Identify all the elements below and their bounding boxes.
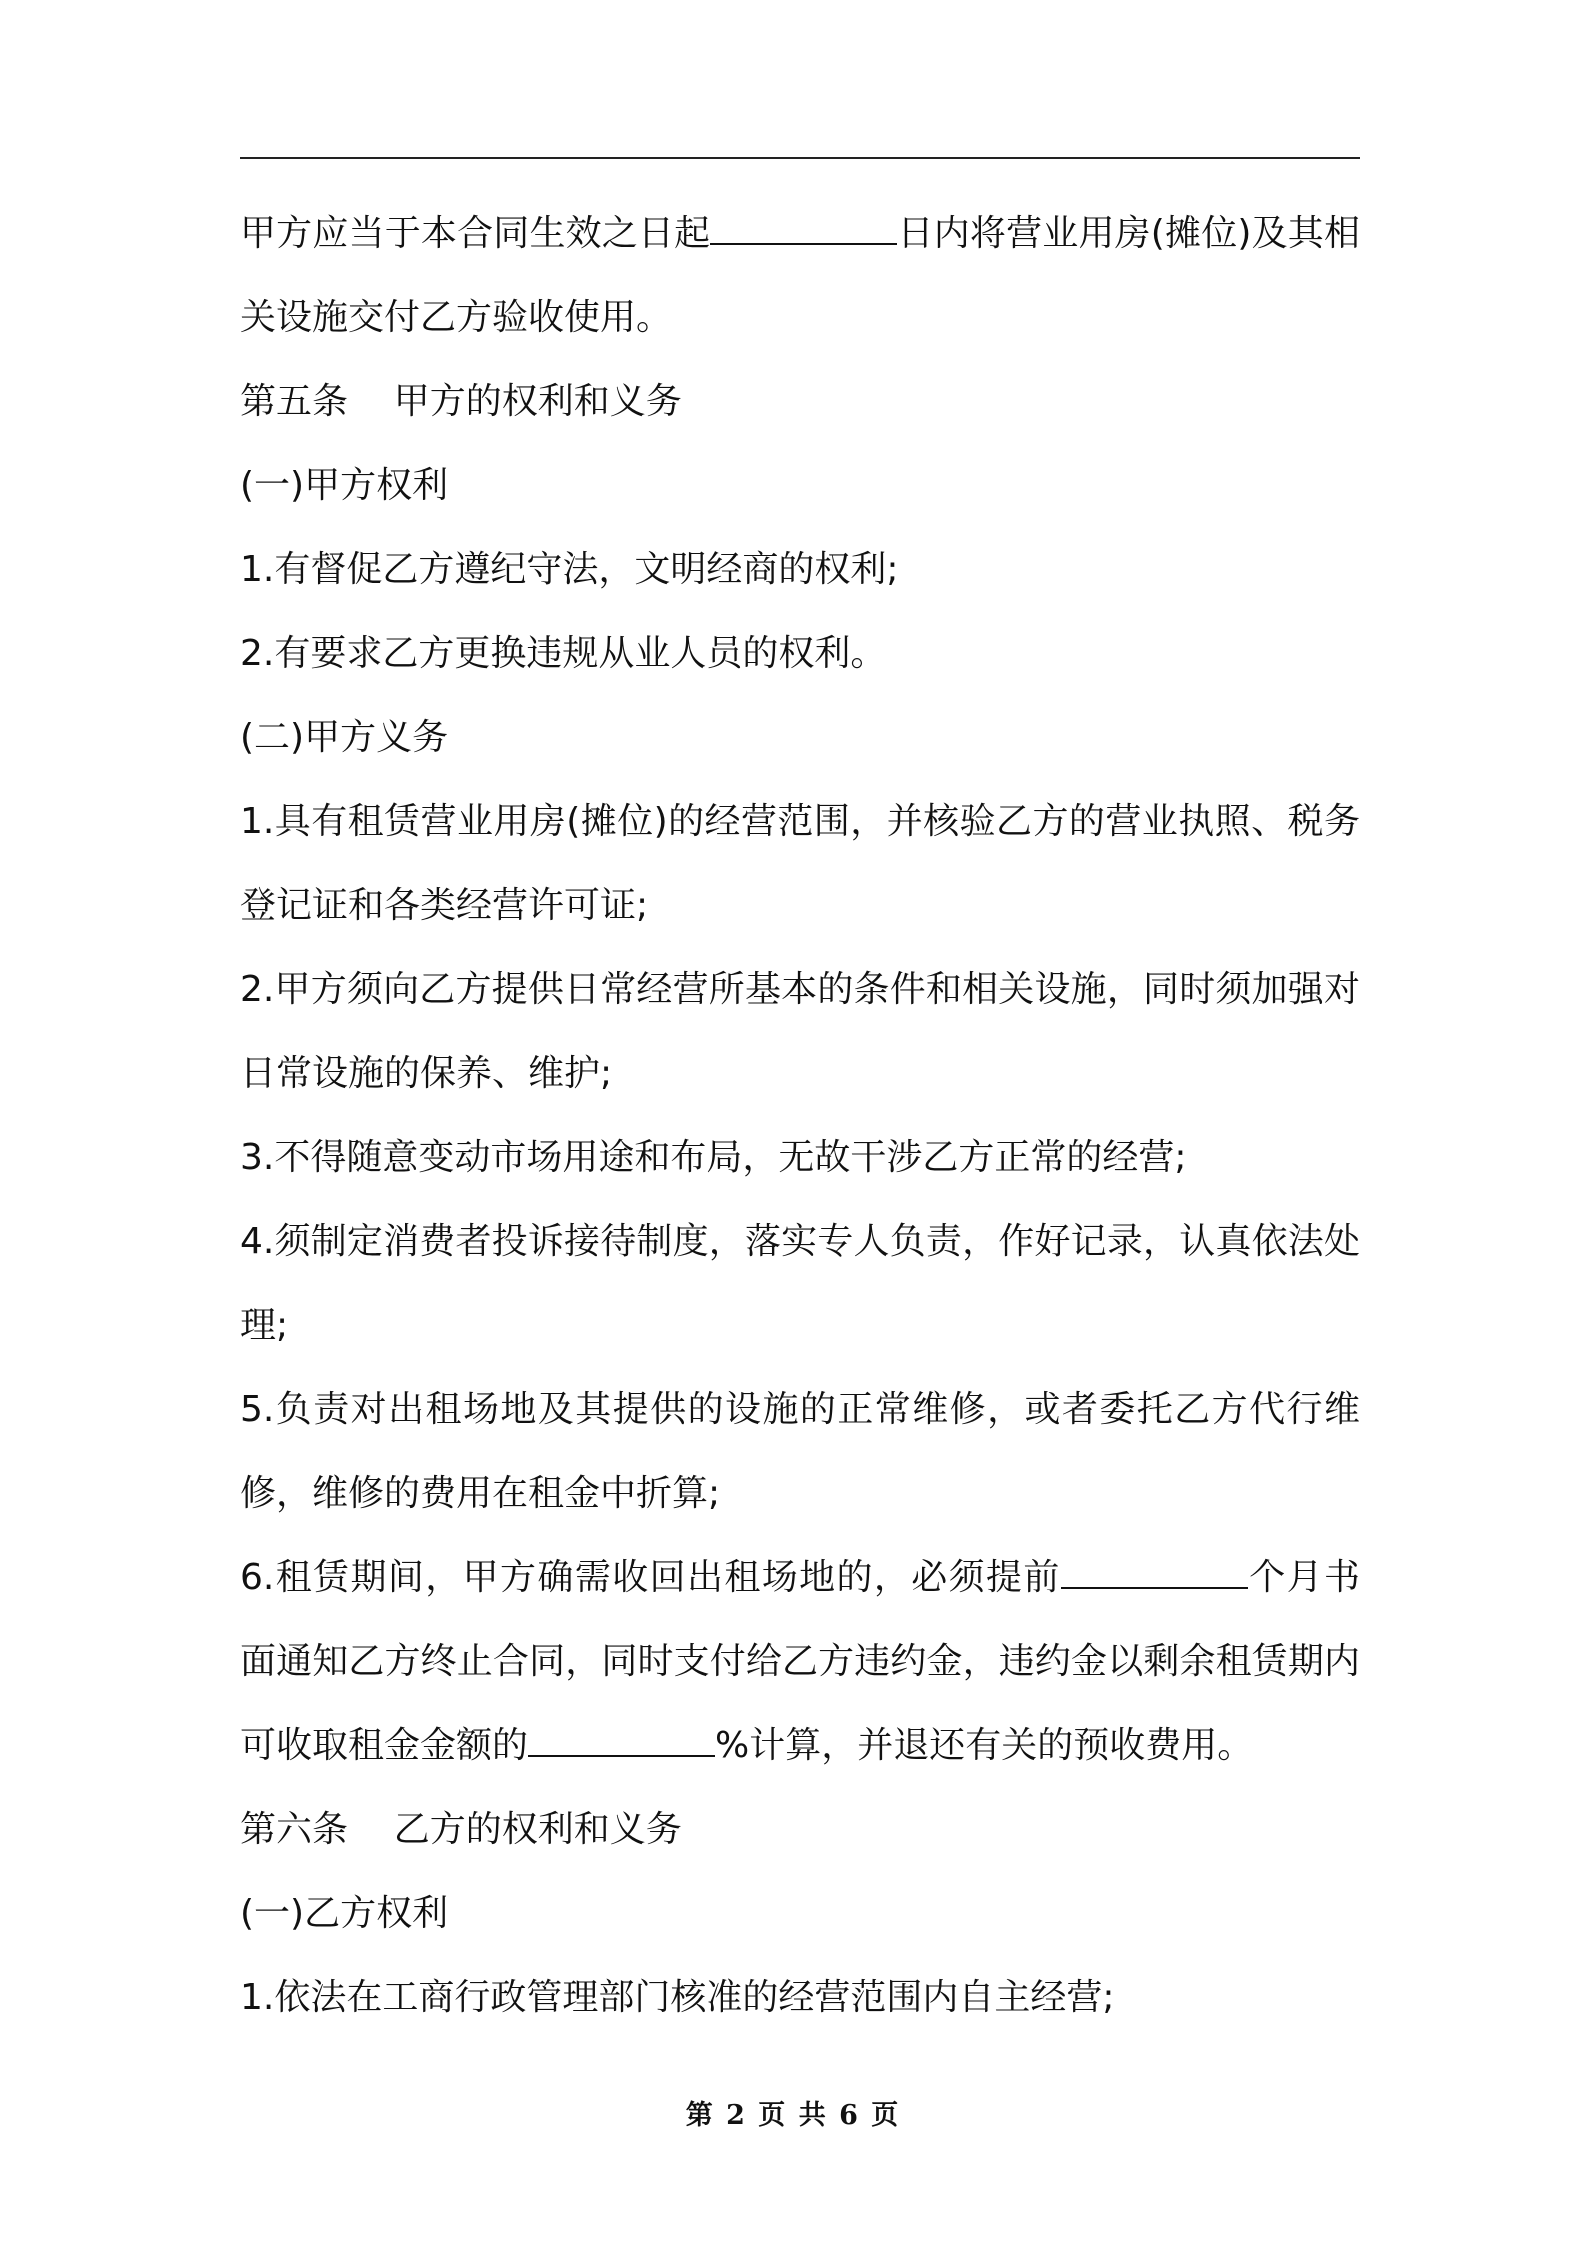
article-heading-6: 第六条 乙方的权利和义务 xyxy=(240,1809,682,1850)
header-rule xyxy=(240,157,1360,159)
document-body xyxy=(240,192,1360,2040)
list-item: 3.不得随意变动市场用途和布局，无故干涉乙方正常的经营; xyxy=(240,1137,1187,1178)
list-item: 1.具有租赁营业用房(摊位)的经营范围，并核验乙方的营业执照、税务登记证和各类经营许可证; xyxy=(240,801,1360,926)
page-number-footer: 第 2 页 共 6 页 xyxy=(685,2100,901,2131)
list-item: 4.须制定消费者投诉接待制度，落实专人负责，作好记录，认真依法处理; xyxy=(240,1221,1360,1346)
paragraph-handover xyxy=(240,192,1360,360)
section-heading-party-b-rights: (一)乙方权利 xyxy=(240,1893,449,1934)
paragraph-text: %计算，并退还有关的预收费用。 xyxy=(715,1725,1254,1766)
list-item: 1.有督促乙方遵纪守法，文明经商的权利; xyxy=(240,549,899,590)
paragraph-text: 日内将营业用房(摊位)及其相关设施交付乙方验收使用。 xyxy=(240,213,1360,338)
paragraph-text: 甲方应当于本合同生效之日起 xyxy=(240,213,711,254)
article-heading-5: 第五条 甲方的权利和义务 xyxy=(240,381,682,422)
section-heading-party-a-rights: (一)甲方权利 xyxy=(240,465,449,506)
paragraph-text: 个月书面通知乙方终止合同，同时支付给乙方违约金，违约金以剩余租赁期内可收取租金金额的 xyxy=(240,1557,1360,1766)
list-item: 5.负责对出租场地及其提供的设施的正常维修，或者委托乙方代行维修，维修的费用在租金中折算; xyxy=(240,1389,1360,1514)
list-item: 2.有要求乙方更换违规从业人员的权利。 xyxy=(240,633,887,674)
list-item: 2.甲方须向乙方提供日常经营所基本的条件和相关设施，同时须加强对日常设施的保养、维护; xyxy=(240,969,1360,1094)
list-item: 1.依法在工商行政管理部门核准的经营范围内自主经营; xyxy=(240,1977,1115,2018)
list-item-termination xyxy=(240,1536,1360,1788)
fill-in-blank-months xyxy=(1061,1555,1248,1589)
fill-in-blank-days xyxy=(710,211,897,245)
fill-in-blank-percent xyxy=(528,1723,715,1757)
paragraph-text: 6.租赁期间，甲方确需收回出租场地的，必须提前 xyxy=(240,1557,1061,1598)
section-heading-party-a-obligations: (二)甲方义务 xyxy=(240,717,449,758)
